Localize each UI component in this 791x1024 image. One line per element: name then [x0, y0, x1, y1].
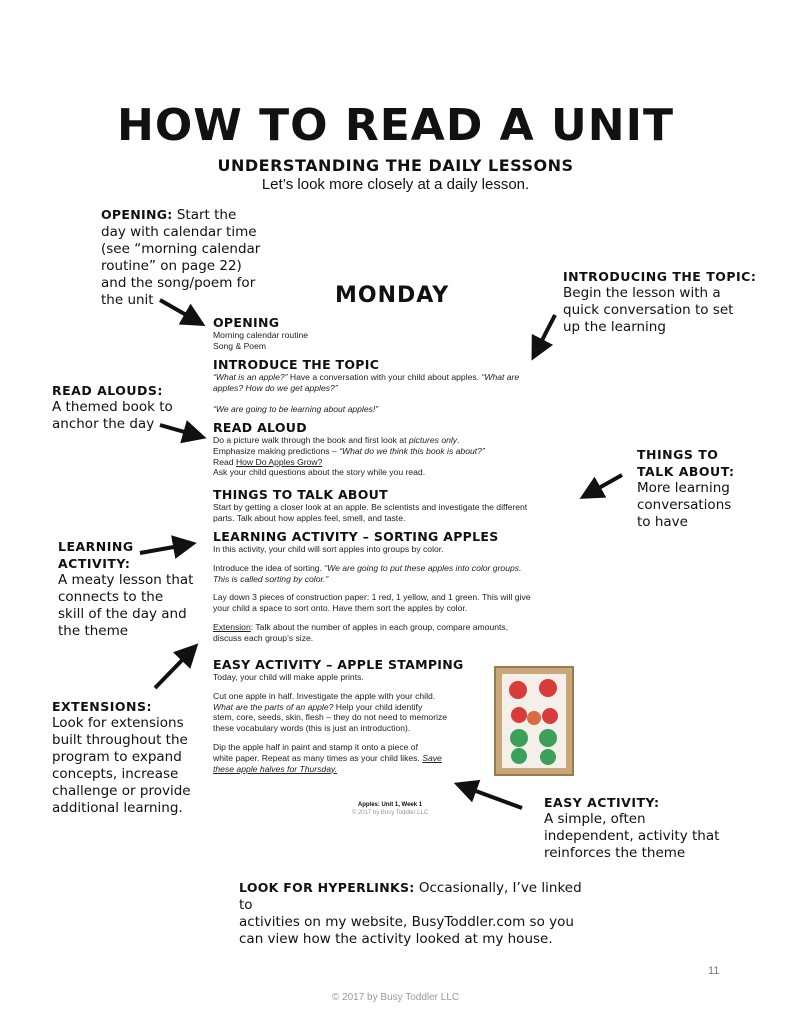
section-line: these vocabulary words (this is just an introduction).	[213, 723, 411, 734]
section-line: Cut one apple in half. Investigate the apple with your child.	[213, 690, 436, 701]
callout-line: skill of the day and	[58, 606, 187, 622]
section-line: In this activity, your child will sort apples into groups by color.	[213, 544, 444, 554]
section-heading: INTRODUCE THE TOPIC	[213, 357, 380, 372]
section-text: Emphasize making predictions –	[213, 445, 340, 456]
section-line: Song & Poem	[213, 340, 267, 351]
page-number: 11	[708, 965, 720, 977]
arrow-learning	[140, 545, 185, 553]
section-text: “What do we think this book is about?”	[339, 445, 485, 456]
arrow-opening	[160, 300, 195, 320]
arrow-read-aloud	[160, 425, 195, 435]
callout-line: challenge or provide	[52, 783, 191, 799]
arrow-easy	[465, 787, 522, 808]
section-text: .	[457, 435, 460, 445]
page-subtitle: UNDERSTANDING THE DAILY LESSONS	[217, 156, 574, 175]
callout-line: program to expand	[52, 749, 182, 765]
section-heading: READ ALOUD	[213, 420, 307, 435]
section-line: Start by getting a closer look at an apple. Be scientists and investigate the different	[213, 502, 528, 512]
unit-footer-copyright: © 2017 by Busy Toddler LLC	[351, 810, 429, 816]
section-line: discuss each group’s size.	[213, 632, 314, 643]
section-line: Ask your child questions about the story while you read.	[213, 467, 426, 478]
callout-line: A simple, often	[544, 811, 646, 827]
section-heading: EASY ACTIVITY – APPLE STAMPING	[213, 657, 464, 672]
section-text: : Talk about the number of apples in each group, compare amounts,	[250, 621, 509, 632]
callout-extensions-label: EXTENSIONS:	[52, 699, 152, 714]
section-text: white paper. Repeat as many times as your child likes.	[213, 752, 423, 763]
callout-line: reinforces the theme	[544, 845, 686, 861]
callout-line: the theme	[58, 623, 129, 639]
callout-line: routine” on page 22)	[101, 258, 242, 274]
section-text: Have a conversation with your child about apples.	[287, 372, 482, 382]
callout-things-label: TALK ABOUT:	[637, 464, 735, 479]
section-line: Morning calendar routine	[213, 330, 309, 340]
section-line: parts. Talk about how apples feel, smell, and taste.	[213, 512, 406, 523]
callout-line: the unit	[101, 292, 154, 308]
section-heading: OPENING	[213, 315, 280, 330]
extension-label: Extension	[213, 621, 251, 632]
callout-line: Occasionally, I’ve linked to	[239, 880, 582, 913]
callout-line: Begin the lesson with a	[563, 285, 721, 301]
callout-line: activities on my website, BusyToddler.com so you	[239, 914, 574, 930]
callout-line: can view how the activity looked at my house.	[239, 931, 553, 947]
callout-line: anchor the day	[52, 416, 155, 432]
section-text: these apple halves for Thursday.	[213, 763, 338, 774]
section-text: apples? How do we get apples?”	[213, 382, 338, 393]
lesson-day: MONDAY	[335, 283, 450, 308]
callout-line: additional learning.	[52, 800, 183, 816]
section-text: “We are going to put these apples into color groups.	[324, 562, 522, 573]
arrow-extensions	[155, 652, 190, 688]
section-text: This is called sorting by color.”	[213, 573, 329, 584]
callout-easy-label: EASY ACTIVITY:	[544, 795, 660, 810]
callout-line: A themed book to	[52, 399, 173, 415]
section-text: Introduce the idea of sorting.	[213, 562, 325, 573]
callout-line: conversations	[637, 497, 732, 513]
page-copyright: © 2017 by Busy Toddler LLC	[331, 992, 460, 1003]
section-line: your child a space to sort onto. Have them sort the apples by color.	[213, 603, 468, 614]
section-line: Today, your child will make apple prints.	[213, 672, 364, 682]
callout-line: connects to the	[58, 589, 164, 605]
section-line: Lay down 3 pieces of construction paper: 1 red, 1 yellow, and 1 green. This will give	[213, 592, 531, 603]
callout-line: independent, activity that	[544, 828, 720, 844]
arrow-things	[590, 475, 622, 493]
section-text: Do a picture walk through the book and first look at	[213, 435, 409, 445]
callout-line: built throughout the	[52, 732, 188, 748]
callout-line: A meaty lesson that	[58, 572, 194, 588]
arrow-introducing	[537, 315, 555, 350]
callout-introducing-label: INTRODUCING THE TOPIC:	[563, 269, 757, 284]
callout-read-alouds-label: READ ALOUDS:	[52, 383, 163, 398]
section-text: Read	[213, 456, 236, 467]
callout-opening-label: OPENING:	[101, 207, 173, 222]
page-title: HOW TO READ A UNIT	[117, 100, 674, 151]
section-text: Help your child identify	[333, 701, 423, 712]
callout-hyperlinks-label: LOOK FOR HYPERLINKS:	[239, 880, 415, 895]
section-line: Dip the apple half in paint and stamp it onto a piece of	[213, 741, 418, 752]
callout-line: More learning	[637, 480, 730, 496]
callout-line: quick conversation to set	[563, 302, 734, 318]
section-text: “What is an apple?”	[213, 372, 288, 382]
book-link[interactable]: How Do Apples Grow?	[235, 456, 323, 467]
callout-line: concepts, increase	[52, 766, 179, 782]
section-heading: LEARNING ACTIVITY – SORTING APPLES	[213, 529, 499, 544]
callout-line: Look for extensions	[52, 715, 184, 731]
callout-learning-label: ACTIVITY:	[58, 556, 131, 571]
callout-things-label: THINGS TO	[637, 447, 719, 462]
callout-line: up the learning	[563, 319, 666, 335]
section-text: pictures only	[408, 435, 458, 445]
callout-learning-label: LEARNING	[58, 539, 134, 554]
callout-line: day with calendar time	[101, 224, 257, 240]
section-text: “What are	[481, 372, 520, 382]
section-text: “We are going to be learning about apples!”	[213, 403, 379, 414]
callout-line: and the song/poem for	[101, 275, 256, 291]
section-text: Save	[422, 752, 442, 763]
page-intro: Let’s look more closely at a daily lesson.	[261, 176, 530, 193]
section-heading: THINGS TO TALK ABOUT	[213, 487, 388, 502]
callout-line: to have	[637, 514, 688, 530]
callout-opening-text: Start the	[172, 207, 237, 223]
section-text: What are the parts of an apple?	[213, 701, 334, 712]
callout-line: (see “morning calendar	[101, 241, 261, 257]
section-line: stem, core, seeds, skin, flesh – they do not need to memorize	[213, 712, 448, 723]
unit-footer-title: Apples: Unit 1, Week 1	[357, 802, 423, 808]
